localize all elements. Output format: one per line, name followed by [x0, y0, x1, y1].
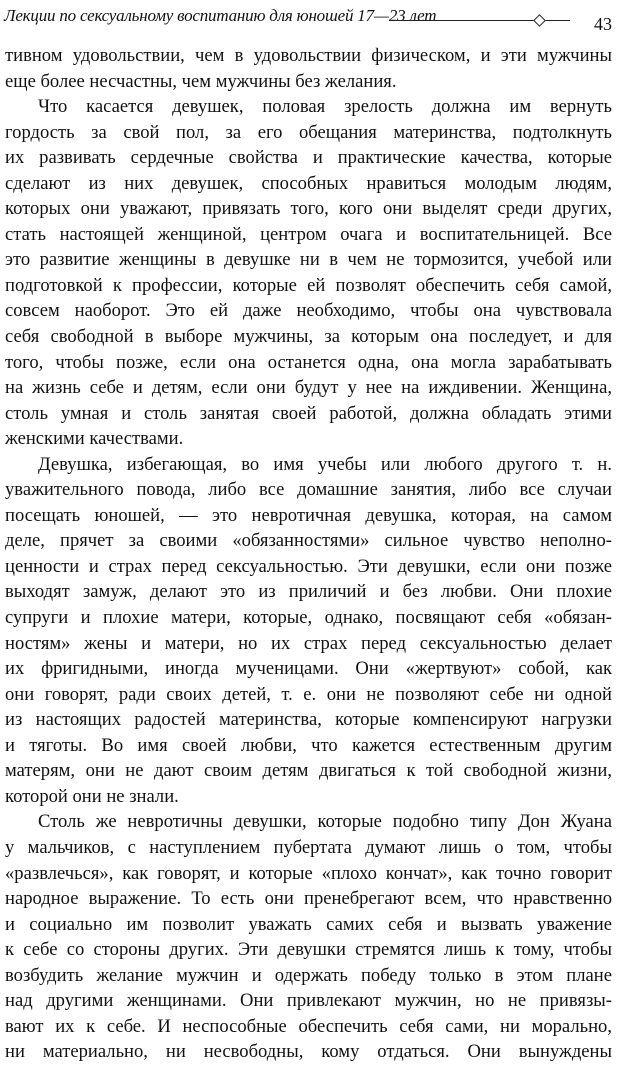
text-line: их развивать сердечные свойства и практические качества, которые: [5, 147, 612, 169]
body-text: [5, 43, 612, 1065]
text-line: и социально им позволит уважать самих себя и вызвать уважение: [5, 913, 612, 935]
text-line: совсем наоборот. Это ей даже необходимо, чтобы она чувствовала: [5, 300, 612, 322]
text-line: Девушка, избегающая, во имя учебы или любого другого т. н.: [38, 453, 612, 475]
text-line: ни материально, ни несвободны, кому отдаться. Они вынуждены: [5, 1041, 612, 1063]
text-line: гордость за свой пол, за его обещания материнства, подтолкнуть: [5, 121, 612, 143]
text-line: они говорят, ради своих детей, т. е. они не позволяют себе ни одной: [5, 683, 612, 705]
text-line: «развлечься», как говорят, и которые «плохо кончат», как точно говорит: [5, 862, 612, 884]
text-line: ностям» жены и матери, но их страх перед сексуальностью делает: [5, 632, 612, 654]
text-line: это развитие женщины в девушке ни в чем не тормозится, учебой или: [5, 249, 612, 271]
text-line: деле, прячет за своими «обязанностями» сильное чувство неполно-: [5, 530, 612, 552]
text-line: которой они не знали.: [5, 785, 179, 807]
text-line: сделают из них девушек, способных нравиться молодым людям,: [5, 172, 612, 194]
text-line: стать настоящей женщиной, центром очага и воспитательницей. Все: [5, 223, 612, 245]
text-line: на жизнь себе и детям, если они будут у нее на иждивении. Женщина,: [5, 377, 612, 399]
text-line: Столь же невротичны девушки, которые подобно типу Дон Жуана: [38, 811, 612, 833]
page-number: 43: [594, 14, 612, 34]
text-line: над другими женщинами. Они привлекают мужчин, но не привязы-: [5, 990, 612, 1012]
text-line: тивном удовольствии, чем в удовольствии физическом, и эти мужчины: [5, 45, 612, 66]
text-line: возбудить желание мужчин и одержать победу только в этом плане: [5, 964, 612, 986]
text-line: супруги и плохие матери, которые, однако, посвящают себя «обязан-: [5, 607, 612, 629]
text-line: матерям, они не дают своим детям двигаться к той свободной жизни,: [5, 760, 612, 782]
text-line: вают их к себе. И неспособные обеспечить себя сами, ни морально,: [5, 1015, 612, 1037]
header-diamond-ornament: [533, 14, 546, 27]
text-line: себя свободной в выборе мужчины, за которым она последует, и для: [5, 326, 612, 348]
text-line: из настоящих радостей материнства, которые компенсируют нагрузки: [5, 709, 612, 731]
running-header: [4, 6, 616, 36]
text-line: женскими качествами.: [5, 428, 184, 450]
text-line: посещать юношей, — это невротичная девушка, которая, на самом: [5, 504, 612, 526]
text-line: и тяготы. Во имя своей любви, что кажется естественным другим: [5, 734, 612, 756]
text-line: ценности и страх перед сексуальностью. Эти девушки, если они позже: [5, 555, 612, 577]
text-line: к себе со стороны других. Эти девушки стремятся лишь к тому, чтобы: [5, 939, 612, 961]
text-line: их фригидными, иногда мученицами. Они «жертвуют» собой, как: [5, 658, 612, 680]
text-line: подготовкой к профессии, которые ей позволят обеспечить себя самой,: [5, 274, 612, 296]
text-line: выходят замуж, делают это из приличий и без любви. Они плохие: [5, 581, 612, 603]
text-line: уважительного повода, либо все домашние занятия, либо все случаи: [5, 479, 612, 501]
text-line: столь умная и столь занятая своей работой, должна обладать этими: [5, 402, 612, 424]
text-line: еще более несчастны, чем мужчины без желания.: [5, 70, 397, 92]
text-line: народное выражение. То есть они пренебрегают всем, что нравственно: [5, 888, 612, 910]
running-title: Лекции по сексуальному воспитанию для юношей 17—23 лет: [4, 6, 437, 25]
text-line: того, чтобы позже, если она останется одна, она могла зарабатывать: [5, 351, 612, 373]
text-line: у мальчиков, с наступлением пубертата думают лишь о том, чтобы: [5, 836, 612, 858]
text-line: которых они уважают, привязать того, кого они выделят среди других,: [5, 198, 612, 220]
text-line: Что касается девушек, половая зрелость должна им вернуть: [38, 96, 612, 118]
